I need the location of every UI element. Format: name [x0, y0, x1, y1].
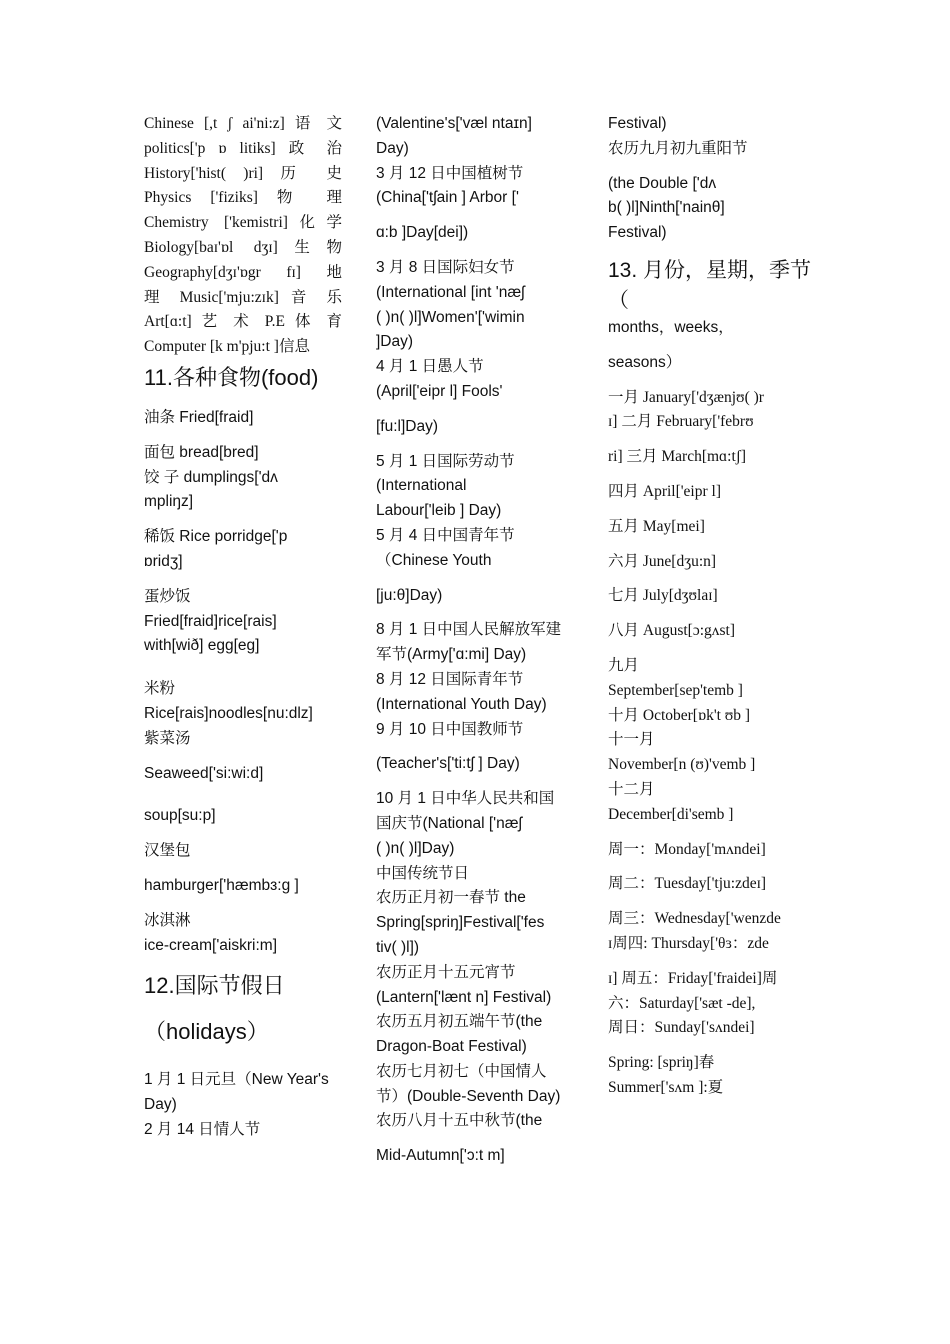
- text-line: Day): [376, 139, 409, 157]
- column-1: [144, 112, 342, 1143]
- text-line: 2 月 14 日情人节: [144, 1120, 261, 1138]
- text-line: 稀饭 Rice porridge['p: [144, 528, 288, 546]
- text-line: 国庆节(National ['næʃ: [376, 814, 522, 832]
- text-line: Day): [144, 1096, 177, 1114]
- text-line: September[sep'temb ]: [608, 681, 743, 699]
- text-line: 中国传统节日: [376, 864, 470, 882]
- text-line: Summer['sʌm ]:夏: [608, 1078, 724, 1096]
- text-line: with[wið] egg[eg]: [144, 637, 260, 655]
- text-line: 面包 bread[bred]: [144, 443, 259, 461]
- text-line: Spring[spriŋ]Festival['fes: [376, 914, 545, 932]
- text-line: History['hist( )ri] 历 史: [144, 164, 342, 182]
- text-line: 理 Music['mju:zɪk] 音 乐: [144, 288, 342, 306]
- text-line: 油条 Fried[fraid]: [144, 408, 254, 426]
- text-line: tiv( )l]): [376, 938, 420, 956]
- text-line: 蛋炒饭: [144, 587, 191, 605]
- text-line: 13. 月份，星期，季节: [608, 258, 812, 282]
- text-line: November[n (ʊ)'vemb ]: [608, 756, 756, 774]
- text-line: 六：Saturday['sæt -de],: [608, 994, 756, 1012]
- text-line: 十月 October[ɒk't ʊb ]: [608, 706, 751, 724]
- text-line: 六月 June[dʒu:n]: [608, 552, 717, 570]
- text-line: 农历九月初九重阳节: [608, 139, 748, 157]
- text-line: 9 月 10 日中国教师节: [376, 720, 524, 738]
- text-line: 8 月 1 日中国人民解放军建: [376, 621, 562, 639]
- text-line: December[di'semb ]: [608, 805, 734, 823]
- text-line: 周二：Tuesday['tju:zdeɪ]: [608, 875, 767, 893]
- text-line: 紫菜汤: [144, 729, 191, 747]
- column-2: [376, 112, 580, 1169]
- text-line: 周一：Monday['mʌndei]: [608, 840, 766, 858]
- text-line: 周三：Wednesday['wenzde: [608, 910, 781, 928]
- text-line: 12.国际节假日: [144, 973, 285, 999]
- text-line: 5 月 4 日中国青年节: [376, 526, 515, 544]
- text-line: politics['p ɒ litiks] 政 治: [144, 139, 342, 157]
- text-line: 七月 July[dʒʊlaɪ]: [608, 587, 718, 605]
- text-line: (China['tʃain ] Arbor [': [376, 189, 519, 207]
- text-line: ɑ:b ]Day[dei]): [376, 224, 469, 242]
- text-line: Fried[fraid]rice[rais]: [144, 612, 277, 630]
- text-line: (Teacher's['ti:tʃ ] Day): [376, 755, 520, 773]
- text-line: 3 月 8 日国际妇女节: [376, 258, 515, 276]
- text-line: 3 月 12 日中国植树节: [376, 164, 524, 182]
- text-line: seasons）: [608, 353, 682, 371]
- text-line: Festival): [608, 115, 667, 132]
- text-line: 十二月: [608, 780, 655, 798]
- text-line: Chemistry ['kemistri]化学: [144, 214, 342, 232]
- text-line: ]Day): [376, 333, 414, 351]
- text-line: 周日：Sunday['sʌndei]: [608, 1019, 755, 1037]
- text-line: 农历正月初一春节 the: [376, 889, 526, 907]
- text-line: soup[su:p]: [144, 807, 216, 825]
- text-line: 军节(Army['ɑ:mi] Day): [376, 646, 527, 664]
- text-line: ri] 三月 March[mɑ:tʃ]: [608, 448, 747, 466]
- text-line: Festival): [608, 224, 667, 242]
- text-line: 农历八月十五中秋节(the: [376, 1112, 543, 1130]
- text-line: Dragon-Boat Festival): [376, 1038, 527, 1056]
- text-line: ɪ] 二月 February['febrʊ: [608, 413, 754, 431]
- text-line: （holidays）: [144, 1019, 269, 1045]
- text-line: (April['eipr l] Fools': [376, 382, 503, 400]
- text-line: Biology[baɪ'ɒl dʒɪ]生物: [144, 238, 342, 256]
- text-line: 米粉: [144, 680, 176, 698]
- text-line: 农历正月十五元宵节: [376, 963, 516, 981]
- text-line: （Chinese Youth: [376, 551, 492, 569]
- text-line: ɪ周四: Thursday['θɜ：zde: [608, 934, 769, 952]
- text-line: 11.各种食物(food): [144, 364, 319, 390]
- text-line: 农历七月初七（中国情人: [376, 1062, 547, 1080]
- text-line: Rice[rais]noodles[nu:dlz]: [144, 704, 313, 722]
- text-line: 十一月: [608, 731, 655, 749]
- text-line: 九月: [608, 656, 640, 674]
- text-line: 节）(Double-Seventh Day): [376, 1087, 561, 1105]
- text-line: Spring: [spriŋ]春: [608, 1054, 715, 1072]
- text-line: 冰淇淋: [144, 911, 191, 929]
- text-line: Computer [k m'pju:t ]信息: [144, 338, 310, 356]
- text-line: [fu:l]Day): [376, 417, 439, 435]
- text-line: Mid-Autumn['ɔ:t m]: [376, 1147, 505, 1165]
- text-line: (the Double ['dʌ: [608, 174, 717, 192]
- text-line: 四月 April['eipr l]: [608, 482, 721, 500]
- text-line: Seaweed['si:wi:d]: [144, 764, 264, 782]
- text-line: （: [608, 288, 629, 312]
- text-line: 1 月 1 日元旦（New Year's: [144, 1071, 329, 1089]
- text-line: 五月 May[mei]: [608, 517, 705, 535]
- text-line: (International [int 'næʃ: [376, 283, 525, 301]
- text-line: ( )n( )l]Day): [376, 839, 455, 857]
- text-line: b( )l]Ninth['nainθ]: [608, 199, 725, 217]
- text-line: 8 月 12 日国际青年节: [376, 670, 524, 688]
- text-line: months，weeks，: [608, 318, 734, 336]
- text-line: mpliŋz]: [144, 493, 194, 511]
- text-line: 一月 January['dʒænjʊ( )r: [608, 388, 764, 406]
- text-line: Art[ɑ:t] 艺 术 P.E 体 育: [144, 313, 342, 331]
- text-line: Geography[dʒɪ'ɒgr fɪ] 地: [144, 263, 342, 281]
- text-line: ɒridʒ]: [144, 552, 183, 570]
- text-line: 汉堡包: [144, 842, 191, 860]
- text-line: Chinese [,t ʃ ai'ni:z] 语 文: [144, 115, 342, 132]
- column-3: [608, 112, 812, 1101]
- text-line: 农历五月初五端午节(the: [376, 1013, 543, 1031]
- text-line: (International: [376, 477, 467, 495]
- text-line: 4 月 1 日愚人节: [376, 358, 484, 376]
- text-line: (Valentine's['væl ntaɪn]: [376, 115, 532, 132]
- text-line: [ju:θ]Day): [376, 586, 443, 604]
- text-line: (International Youth Day): [376, 695, 547, 713]
- text-line: 5 月 1 日国际劳动节: [376, 452, 515, 470]
- text-line: hamburger['hæmbɜ:g ]: [144, 876, 299, 894]
- text-line: ( )n( )l]Women'['wimin: [376, 308, 525, 326]
- text-line: Physics ['fiziks] 物 理: [144, 189, 342, 207]
- text-line: 10 月 1 日中华人民共和国: [376, 790, 555, 808]
- text-line: ɪ] 周五：Friday['fraidei]周: [608, 969, 778, 987]
- text-line: ice-cream['aiskri:m]: [144, 936, 277, 954]
- text-line: Labour['leib ] Day): [376, 502, 502, 520]
- text-line: 八月 August[ɔ:gʌst]: [608, 622, 736, 640]
- text-line: 饺 子 dumplings['dʌ: [144, 468, 278, 486]
- text-line: (Lantern['lænt n] Festival): [376, 988, 552, 1006]
